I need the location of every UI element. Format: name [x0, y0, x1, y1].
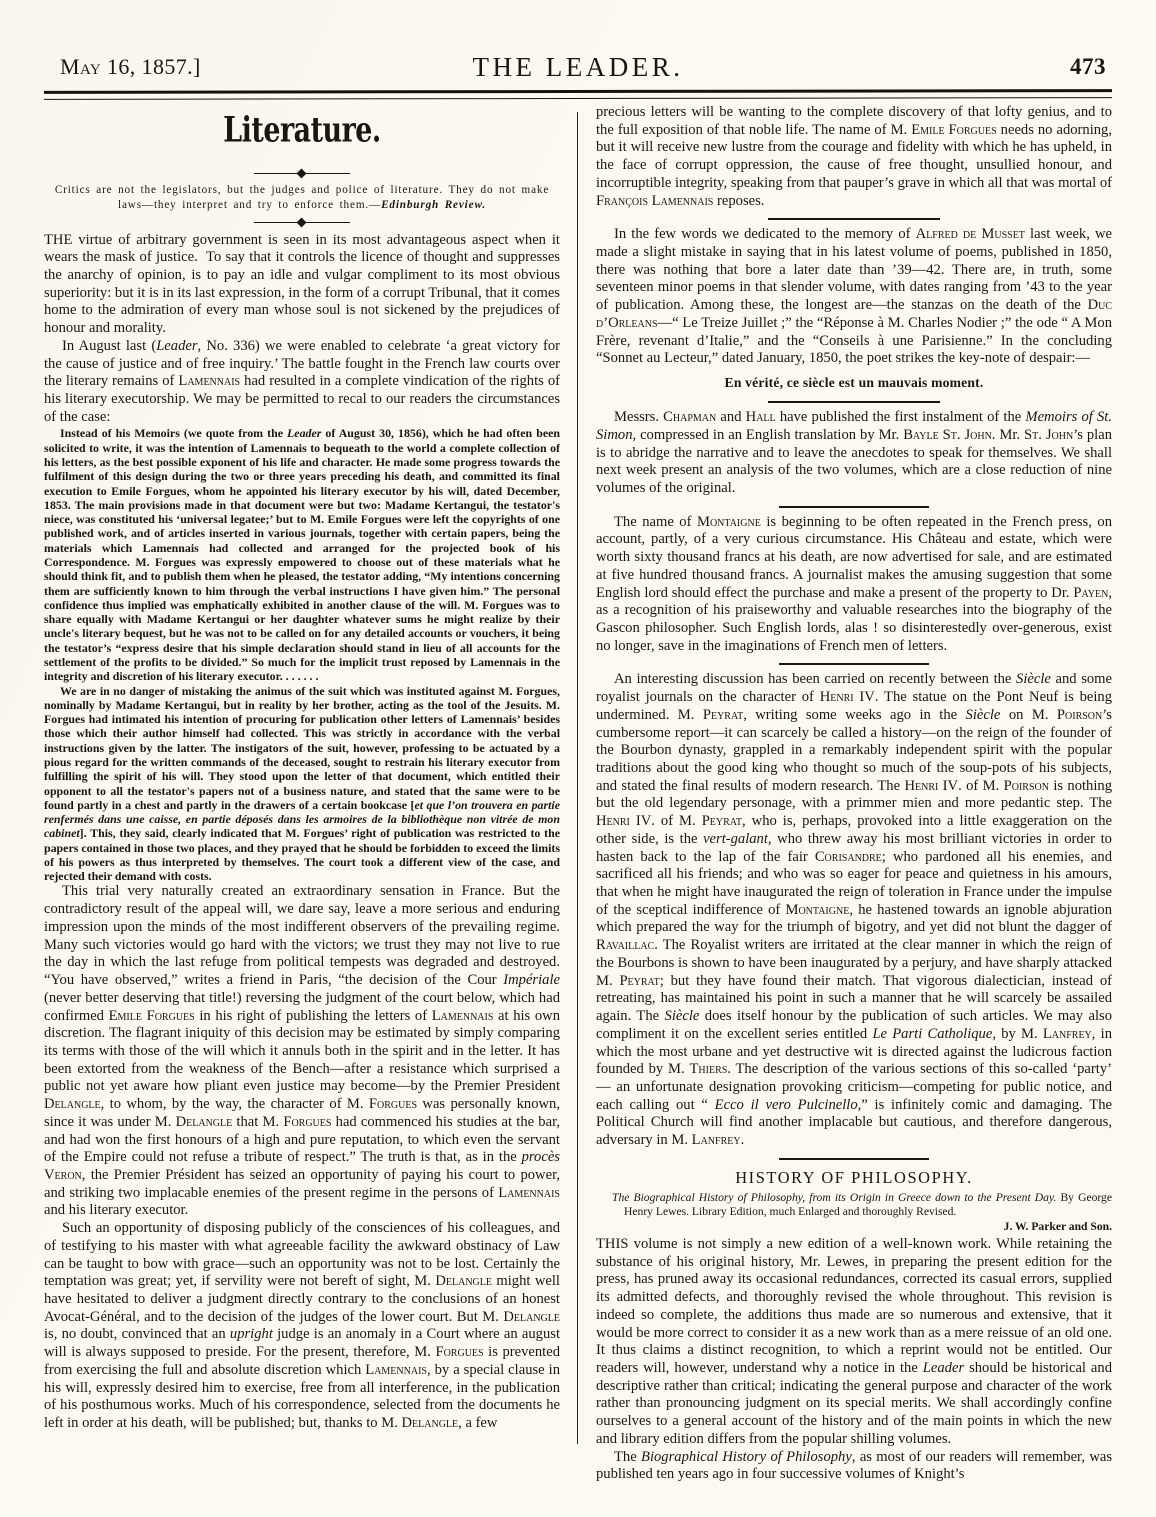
publisher: J. W. Parker and Son.: [1003, 1219, 1112, 1233]
text-run: needs no adorning, but it will receive new lustre from the courage and fidelity with which he has upheld, in the face of corrupt oppression, the cause of free thought, unsullied honour, and incorruptible integrity, speaking from that pauper’s grave in which all that was mortal of: [596, 121, 1112, 191]
book-title: Biographical History of Philosophy: [641, 1448, 852, 1465]
text-run: , to whom, by the way, the character of M.: [100, 1096, 369, 1113]
text-run: might well have hesitated to deliver a judgment directly contrary to the conclusions of an honest Avocat-Général, and to the decision of the judges of the lower court. But M.: [44, 1273, 560, 1325]
text-run: and: [716, 409, 746, 426]
article-byline: [596, 1191, 1112, 1234]
text-run: ’s plan is to abridge the narrative and to leave the anecdotes to speak for themselves. We shall next week present an analysis of the two volumes, which are a close reduction of nine volumes of the original.: [596, 426, 1112, 496]
text-run: that M.: [232, 1113, 284, 1130]
text-run: THIS volume is not simply a new edition of a well-known work. While retaining the substance of his original history, Mr. Lewes, in preparing the present edition for the press, has pruned away its occasional redundances, corrected its casual errors, supplied its admitted defects, and thoroughly revised the whole throughout. This revision is indeed so complete, the additions thus made are so numerous and extensive, that it would be more correct to consider it as a new work than as a mere reissue of an old one. It thus claims a distinct recognition, to which a reprint would not be entitled. Our readers will, however, understand why a notice in the: [596, 1235, 1112, 1376]
paragraph: [596, 671, 1112, 1149]
book-title: The Biographical History of Philosophy, from its Origin in Greece down to the Present Day.: [612, 1190, 1057, 1204]
masthead-rule: [44, 89, 1112, 100]
text-run: . of M.: [958, 777, 1004, 794]
column2-musset-note: [596, 226, 1112, 368]
text-run: ’s cumbersome report—it can scarcely be called a history—on the reign of the founder of the Bourbon dynasty, grappled in a remarkably independent spirit with the popular traditions about the good king who thought so much of the soup-pots of his subjects, and stated the final results of modern research. The: [596, 706, 1112, 794]
french-quotation: et que l’on trouvera en partie renfermés dans une caisse, en partie déposés dans les armoires de la bibliothèque non vitrée de mon cabinet: [44, 797, 560, 841]
text-run: , in which the most urbane and yet destructive wit is directed against the ludicrous faction founded by M.: [596, 1025, 1112, 1078]
paragraph: [44, 232, 560, 338]
text-run: , compressed in an English translation by Mr.: [632, 426, 904, 443]
proper-name: Forgues: [283, 1113, 332, 1130]
paragraph: [44, 426, 560, 683]
page-number: 473: [1070, 54, 1106, 79]
book-edition: By George Henry Lewes. Library Edition, much Enlarged and thoroughly Revised.: [624, 1190, 1112, 1219]
epigraph: [44, 183, 560, 213]
text-run: is beginning to be often repeated in the French press, on account, partly, of a very curious circumstance. His Château and estate, which were worth sixty thousand francs at his death, are now advertised for sale, and are estimated at five hundred thousand francs. A journalist makes the amusing suggestion that some English lord should effect the purchase and make a present of the property to Dr.: [596, 513, 1112, 601]
proper-name: Poirson: [1056, 706, 1103, 723]
text-run: , who threw away his most brilliant victories in order to hasten back to the lap of the fair: [596, 830, 1112, 865]
section-divider: [596, 210, 1112, 226]
text-run: judge is an anomaly in a Court where an august will is always supposed to preside. For the present, therefore, M.: [44, 1326, 560, 1361]
column-left: [44, 104, 560, 1486]
text-run: The: [614, 1448, 642, 1465]
text-run: , who is, perhaps, provoked into a little exaggeration on the other side, is the: [596, 813, 1112, 847]
literature-heading: Literature.: [223, 109, 381, 150]
text-run: is prevented from exercising the full and absolute discretion which: [44, 1344, 560, 1378]
proper-name: Thiers: [689, 1061, 728, 1078]
paragraph: [596, 104, 1112, 210]
proper-name: Emile Forgues: [911, 121, 997, 138]
text-run: —“ Le Treize Juillet ;” the “Réponse à M. Charles Nodier ;” the ode “ A Mon Frère, revenant d’Italie,” and the “Conseils à une Parisienne.” In the concluding “Sonnet au Lecteur,” dated January, 1850, the poet strikes the key-note of despair:—: [596, 314, 1112, 367]
proper-name: Peyrat: [702, 706, 744, 723]
text-run: is, no doubt, convinced that an: [44, 1326, 230, 1343]
text-run: , the Premier Président has seized an opportunity of paying his court to power, and striking two implacable enemies of the present regime in the persons of: [44, 1166, 560, 1201]
literature-heading-wrap: [44, 109, 560, 164]
text-run: . The statue on the Pont Neuf is being undermined. M.: [596, 689, 1112, 723]
paragraph: [596, 1236, 1112, 1449]
proper-name: François Lamennais: [596, 192, 714, 209]
paragraph: [596, 409, 1112, 498]
text-run: , he hastened towards an ignoble abjuration which prepared the way for the triumph of bigotry, and yet did not blunt the dagger of: [596, 901, 1112, 936]
cited-work: Le Parti Catholique: [872, 1025, 993, 1042]
text-run: , as a recognition of his praiseworthy and valuable researches into the biography of the Gascon philosopher. Such English lords, alas ! so disinterestedly over-generous, exist no longer, save in the imaginations of French men of letters.: [596, 584, 1112, 654]
emphasis: upright: [229, 1326, 273, 1343]
proper-name: Emile Forgues: [108, 1007, 195, 1024]
text-run: reposes.: [713, 192, 765, 209]
foreign-term: vert-galant: [703, 830, 768, 847]
text-run: on M.: [1000, 706, 1057, 723]
text-run: In August last (: [62, 337, 157, 354]
masthead: [44, 46, 1112, 90]
paragraph: [596, 226, 1112, 368]
paragraph: [44, 338, 560, 427]
text-run: Instead of his Memoirs (we quote from the: [60, 426, 288, 441]
proper-name: Duc d’Orleans: [596, 297, 1112, 331]
column1-quoted-extract: [44, 426, 560, 883]
column1-body: [44, 232, 560, 427]
proper-name: Alfred de Musset: [915, 226, 1025, 243]
proper-name: Lamennais: [178, 373, 241, 390]
page-sheet: [44, 46, 1112, 1486]
text-run: and his literary executor.: [44, 1202, 189, 1219]
proper-name: Henri IV: [596, 813, 652, 830]
ornament-top: [44, 168, 560, 180]
proper-name: Lamennais: [498, 1184, 560, 1201]
text-run: We are in no danger of mistaking the animus of the suit which was instituted against M. Forgues, nominally by Madame Kertangui, but in reality by her brother, acting as the tool of the Jesuits. M. Forgues had intimated his intention of procuring for publication other letters of Lamennais’ besides those which their author himself had collected. This was strictly in accordance with the verbal instructions given by the latter. The instigators of the suit, however, professing to be actuated by a pious regard for the written commands of the deceased, sought to restrain his literary executor from fulfilling the spirit of his will. They stood upon the letter of that document, which entitled their opponent to all the testator's papers not of a business nature, and stated that the same were to be found partly in a chest and partly in the drawers of a certain bookcase [: [44, 683, 560, 812]
text-run: , as most of our readers will remember, was published ten years ago in four successive volumes of Knight’s: [596, 1448, 1112, 1483]
proper-name: Corisandre: [814, 848, 882, 865]
text-run: . Mr.: [991, 426, 1025, 443]
paragraph: [44, 883, 560, 1220]
proper-name: Delangle: [175, 1113, 233, 1130]
text-run: . The Royalist writers are irritated at the clear manner in which the reign of the Bourbons is shown to have been inaugurated by a perjury, and have sharply attacked M.: [596, 937, 1112, 989]
text-run: Messrs.: [614, 409, 664, 426]
text-run: last week, we made a slight mistake in saying that in his latest volume of poems, published in 1850, there was nothing that bore a later date than ’39—42. There are, in truth, some seventeen minor poems in that slender volume, with dates ranging from ’43 to the year of publication. Among these, the longest are—the stanzas on the death of the: [596, 226, 1112, 314]
text-run: was personally known, since it was under M.: [44, 1096, 560, 1130]
text-run: , a few: [458, 1415, 498, 1432]
text-run: should be historical and descriptive rather than critical; indicating the general purpose and character of the work rather than pronouncing judgment on its special merits. We shall accordingly confine ourselves to a general account of the history and of the main points in which the new and library edition differs from the popular shilling volumes.: [596, 1359, 1112, 1447]
text-run: The name of: [614, 513, 697, 530]
proper-name: Peyrat: [701, 813, 743, 830]
text-run: , No. 336) we were enabled to celebrate ‘a great victory for the cause of justice and of free inquiry.’ The battle fought in the French law courts over the literary remains of: [44, 337, 560, 390]
text-run: is nothing but the old legendary personage, with a primmer mien and more pedantic step. The: [596, 777, 1112, 812]
text-run: had commenced his studies at the bar, and had won the first honours of a high and pure reputation, to which even the servant of the Empire could not refuse a tribute of respect.” The truth is that, as in the: [44, 1113, 560, 1166]
text-run: . of M.: [651, 813, 702, 830]
cited-work: Siècle: [664, 1008, 700, 1025]
cited-work: Memoirs of St. Simon: [596, 409, 1112, 443]
issue-date: May 16, 1857.]: [60, 54, 201, 79]
column-gutter: [560, 104, 596, 1486]
paragraph: [44, 684, 560, 884]
ornament-bottom: [44, 217, 560, 229]
column2-henri-note: [596, 671, 1112, 1149]
proper-name: St. John: [1024, 426, 1074, 443]
text-run: precious letters will be wanting to the complete discovery of that lofty genius, and to the full exposition of that noble life. The name of M.: [596, 104, 1112, 138]
proper-name: Peyrat: [619, 972, 660, 989]
text-run: ; but they have found their match. That vigorous dialectician, instead of retreating, has maintained his point in such a manner that he will scarcely be assailed again. The: [596, 972, 1112, 1025]
foreign-term: Ecco il vero Pulcinello: [714, 1096, 858, 1113]
proper-name: Henri IV: [904, 777, 959, 794]
text-run: An interesting discussion has been carried on recently between the: [614, 671, 1017, 688]
column-right: [596, 104, 1112, 1486]
text-run: ; who pardoned all his enemies, and sacrificed all his friends; and who was so eager for peace and quietness in his amours, that when he might have inaugurated the reign of toleration in France under the impulse of the sceptical indifference of: [596, 848, 1112, 918]
proper-name: Lamennais: [431, 1007, 494, 1024]
paragraph: [596, 1449, 1112, 1484]
epigraph-text: Critics are not the legislators, but the judges and police of literature. They do not make laws—they interpret and try to enforce them.—: [54, 184, 550, 211]
proper-name: Lamennais: [365, 1361, 427, 1378]
article-body: [596, 1236, 1112, 1484]
column2-body: [596, 104, 1112, 210]
proper-name: Payen: [1073, 584, 1109, 601]
foreign-term: procès: [521, 1149, 560, 1166]
text-run: , by M.: [992, 1025, 1043, 1042]
paragraph: [44, 1220, 560, 1433]
proper-name: Poirson: [1003, 777, 1049, 794]
text-run: . The description of the various sections of this so-called ‘party’ — an unfortunate designation provoking criticism—competing for public notice, and each calling out “: [596, 1061, 1112, 1113]
verse-quotation: En vérité, ce siècle est un mauvais moment.: [724, 375, 984, 391]
proper-name: Lanfrey: [691, 1132, 741, 1149]
proper-name: Montaigne: [785, 901, 850, 918]
text-run: ]. This, they said, clearly indicated that M. Forgues’ right of publication was restricted to the papers contained in those two places, and they prayed that he should be forbidden to exceed the limits of his powers as thus interpreted by themselves. The court took a different view of the case, and rejected their demand with costs.: [44, 826, 560, 884]
paragraph-lead: THE: [44, 231, 73, 248]
text-run: In the few words we dedicated to the memory of: [614, 226, 916, 243]
text-run: does itself honour by the publication of such articles. We may also compliment it on the excellent series entitled: [596, 1008, 1112, 1042]
proper-name: Chapman: [663, 409, 717, 426]
text-run: .: [740, 1132, 745, 1149]
proper-name: Delangle: [435, 1273, 492, 1290]
proper-name: Hall: [745, 409, 776, 426]
cited-work: Siècle: [965, 706, 1001, 723]
text-run: at his own discretion. The flagrant iniquity of this decision may be estimated by simply comparing its terms with those of the will which it annuls both in the spirit and in the letter. It has been extorted from the weakness of the Bench—after a resistance which surprised a public not yet aware how pliant even justice may become—by the Premier President: [44, 1007, 560, 1095]
article-heading: HISTORY OF PHILOSOPHY.: [735, 1167, 973, 1187]
paragraph-body: virtue of arbitrary government is seen in its most advantageous aspect when it wears the mask of justice. To say that it controls the licence of thought and suppresses the anarchy of opinion, is to pay an idle and vulgar compliment to its most obvious superiority: but it is in its last expression, in the form of a corrupt Tribunal, that it comes home to the admiration of every man whose soul is not sickened by the prejudices of honour and morality.: [44, 231, 560, 337]
column1-body-continued: [44, 883, 560, 1432]
proper-name: Delangle: [503, 1308, 560, 1325]
proper-name: Veron: [44, 1166, 82, 1183]
proper-name: Montaigne: [696, 513, 761, 530]
proper-name: Delangle: [44, 1096, 101, 1113]
cited-work: Leader: [287, 426, 322, 441]
column-container: [44, 104, 1112, 1486]
text-run: , by a special clause in his will, expressly desired him to exercise, free from all interference, in the publication of his posthumous works. Much of his correspondence, selected from the documents he left in order at his death, will be published; but, thanks to M.: [44, 1361, 560, 1432]
text-run: (never better deserving that title!) reversing the judgment of the court below, which had confirmed: [44, 989, 560, 1024]
text-run: in his right of publishing the letters of: [194, 1007, 432, 1024]
proper-name: Forgues: [368, 1096, 418, 1113]
text-run: , writing some weeks ago in the: [743, 706, 966, 723]
cited-work: Leader: [922, 1359, 965, 1376]
proper-name: Delangle: [401, 1415, 459, 1432]
section-divider: [596, 498, 1112, 514]
epigraph-source: Edinburgh Review.: [381, 198, 486, 211]
text-run: and some royalist journals on the character of: [596, 671, 1112, 706]
text-run: have published the first instalment of the: [775, 409, 1026, 426]
cited-work: Leader: [156, 337, 198, 354]
text-run: This trial very naturally created an extraordinary sensation in France. But the contradictory result of the appeal will, we dare say, leave a more serious and enduring impression upon the minds of the most indifferent observers of the prevailing regime. Many such victories would go hard with the victors; we trust they may not live to rue the day in which the last refuge from political tempests was degraded and destroyed. “You have observed,” writes a friend in Paris, “the decision of the Cour: [44, 883, 560, 989]
column2-montaigne-note: [596, 514, 1112, 656]
byline-line: [596, 1191, 1112, 1220]
paragraph: [596, 514, 1112, 656]
proper-name: Bayle St. John: [903, 426, 992, 443]
cited-work: Siècle: [1016, 671, 1051, 688]
proper-name: Forgues: [435, 1344, 484, 1361]
proper-name: Ravaillac: [596, 937, 655, 954]
column2-chapman-note: [596, 409, 1112, 498]
section-divider: [596, 393, 1112, 409]
proper-name: Henri IV: [819, 689, 875, 706]
proper-name: Lanfrey: [1042, 1025, 1092, 1042]
text-run: ,” is infinitely comic and damaging. The Political Church will find another implacable but cautious, and therefore dangerous, adversary in M.: [596, 1096, 1112, 1149]
section-divider: [596, 1150, 1112, 1166]
cited-work: Impériale: [503, 972, 560, 989]
publication-title: THE LEADER.: [472, 52, 684, 82]
text-run: of August 30, 1856), which he had often been solicited to write, it was the intention of Lamennais to bequeath to the world a complete collection of his letters, as the best possible exponent of his life and character. He made some progress towards the fulfilment of this design during the two or three years preceding his death, and committed its final execution to Emile Forgues, whom he appointed his literary executor by his will, dated December, 1853. The main provisions made in that document were but two: Madame Kertangui, the testator's niece, was constituted his ‘universal legatee;’ but to M. Emile Forgues were left the copyrights of one published work, and of articles inserted in various journals, together with certain papers, being the materials which Lamennais had collected and arranged for the projected book of his Correspondence. M. Forgues was expressly empowered to choose out of these materials what he should think fit, and to publish them when he pleased, the testator adding, “My intentions concerning them are sufficiently known to him through the verbal instructions I have given him.” The personal confidence thus implied was emphatically exhibited in another clause of the will. M. Forgues was to share equally with Madame Kertangui or her daughter whatever sums he might realize by their uncle's literary bequest, but he was not to be called on for any detailed accounts or vouchers, it being the testator’s “express desire that his simple declaration should stand in lieu of all accounts for the settlement of the profits to be divided.” So much for the implicit trust reposed by Lamennais in the integrity and discretion of his literary executor. . . . . . .: [44, 426, 560, 684]
text-run: Such an opportunity of disposing publicly of the consciences of his colleagues, and of testifying to his master with what agreeable facility the awkward obstinacy of Law can be taught to bow with grace—such an opportunity was not to be lost. Certainly the temptation was great; yet, if servility were not bereft of sight, M.: [44, 1220, 560, 1290]
section-divider: [596, 655, 1112, 671]
text-run: had resulted in a complete vindication of the rights of his literary executorship. We may be permitted to recal to our readers the circumstances of the case:: [44, 373, 560, 425]
